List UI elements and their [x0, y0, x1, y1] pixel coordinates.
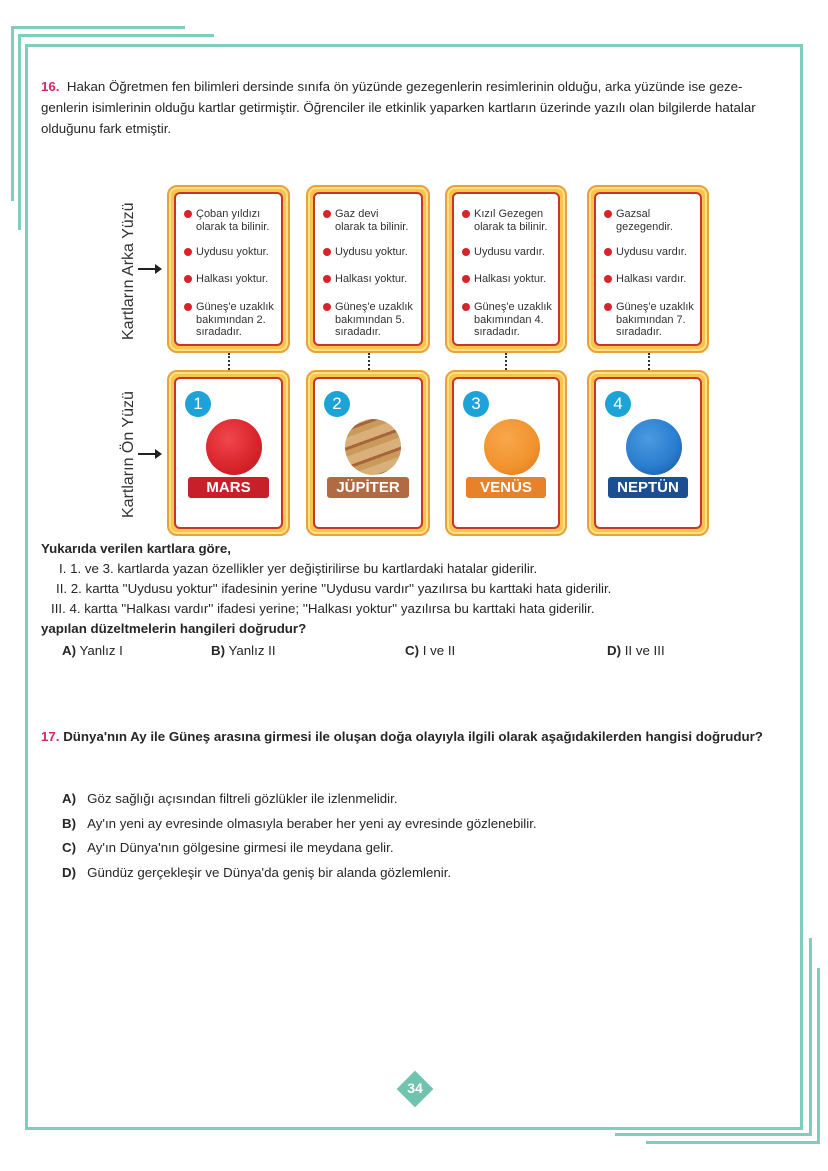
bullet-icon: [462, 303, 470, 311]
card-front-1: [167, 370, 290, 536]
bullet-icon: [323, 248, 331, 256]
bullet-icon: [462, 275, 470, 283]
card-number-badge: 2: [324, 391, 350, 417]
statement-3: III. 4. kartta ''Halkası vardır'' ifadesi yerine; ''Halkası yoktur'' yazılırsa bu karttaki hata giderilir.: [51, 601, 595, 616]
q17-stem: [41, 726, 811, 747]
statement-2: II. 2. kartta ''Uydusu yoktur'' ifadesinin yerine ''Uydusu vardır'' yazılırsa bu karttaki hata giderilir.: [56, 581, 612, 596]
card-number-badge: 4: [605, 391, 631, 417]
planet-name-label: JÜPİTER: [327, 477, 409, 498]
bullet-icon: [323, 275, 331, 283]
back-side-label: Kartların Arka Yüzü: [120, 202, 137, 340]
q17-option-a[interactable]: A) Göz sağlığı açısından filtreli gözlükler ile izlenmelidir.: [62, 791, 398, 806]
card-front-2: [306, 370, 430, 536]
card-fact: Gaz devi olarak ta bilinir.: [323, 208, 408, 233]
card-back-4: [587, 185, 709, 353]
card-fact: Uydusu vardır.: [462, 246, 545, 259]
arrow-right-icon: [138, 268, 160, 270]
card-number-badge: 1: [185, 391, 211, 417]
bullet-icon: [462, 210, 470, 218]
q16-question: yapılan düzeltmelerin hangileri doğrudur?: [41, 621, 307, 636]
card-fact: Halkası yoktur.: [184, 273, 268, 286]
q16-lead-in: Yukarıda verilen kartlara göre,: [41, 541, 231, 556]
frame-line: [646, 1141, 820, 1144]
bullet-icon: [604, 210, 612, 218]
q16-option-a[interactable]: A) Yanlız I: [62, 643, 123, 658]
q16-number: 16.: [41, 79, 60, 94]
arrow-right-icon: [138, 453, 160, 455]
planet-name-label: MARS: [188, 477, 269, 498]
card-fact: Uydusu yoktur.: [184, 246, 269, 259]
venus-planet-icon: [484, 419, 540, 475]
card-fact: Uydusu yoktur.: [323, 246, 408, 259]
frame-line: [615, 1133, 812, 1136]
q16-option-c[interactable]: C) I ve II: [405, 643, 456, 658]
card-back-2: [306, 185, 430, 353]
bullet-icon: [323, 210, 331, 218]
frame-line: [809, 938, 812, 1136]
bullet-icon: [462, 248, 470, 256]
frame-line: [11, 26, 14, 201]
card-back-1: [167, 185, 290, 353]
bullet-icon: [184, 210, 192, 218]
card-fact: Uydusu vardır.: [604, 246, 687, 259]
q17-option-d[interactable]: D) Gündüz gerçekleşir ve Dünya'da geniş bir alanda gözlemlenir.: [62, 865, 452, 880]
card-fact: Kızıl Gezegen olarak ta bilinir.: [462, 208, 547, 233]
q16-stem: [41, 76, 801, 139]
card-fact: Güneş'e uzaklık bakımından 5. sıradadır.: [323, 301, 413, 339]
statement-1: I. 1. ve 3. kartlarda yazan özellikler yer değiştirilirse bu kartlardaki hatalar giderilir.: [59, 561, 538, 576]
bullet-icon: [184, 248, 192, 256]
frame-line: [11, 26, 185, 29]
card-fact: Halkası yoktur.: [323, 273, 407, 286]
frame-line: [18, 34, 21, 230]
card-connector: [368, 353, 370, 370]
card-fact: Güneş'e uzaklık bakımından 2. sıradadır.: [184, 301, 274, 339]
q16-stem-line: olduğunu fark etmiştir.: [41, 121, 172, 136]
card-fact: Güneş'e uzaklık bakımından 7. sıradadır.: [604, 301, 694, 339]
neptune-planet-icon: [626, 419, 682, 475]
frame-line: [18, 34, 214, 37]
card-front-4: [587, 370, 709, 536]
card-connector: [505, 353, 507, 370]
card-fact: Gazsal gezegendir.: [604, 208, 673, 233]
page-number: 34: [407, 1080, 423, 1096]
q16-option-d[interactable]: D) II ve III: [607, 643, 665, 658]
q16-stem-line: genlerin isimlerinin olduğu kartlar getirmiştir. Öğrenciler ile etkinlik yaparken kartların üzerinde yazılı olan bilgilerde hatalar: [41, 100, 756, 115]
bullet-icon: [323, 303, 331, 311]
bullet-icon: [184, 303, 192, 311]
bullet-icon: [604, 248, 612, 256]
card-fact: Çoban yıldızı olarak ta bilinir.: [184, 208, 269, 233]
q16-stem-line: Hakan Öğretmen fen bilimleri dersinde sınıfa ön yüzünde gezegenlerin resimlerinin olduğu, arka yüzünde ise geze-: [66, 79, 743, 94]
card-number-badge: 3: [463, 391, 489, 417]
bullet-icon: [184, 275, 192, 283]
card-connector: [648, 353, 650, 370]
q17-option-b[interactable]: B) Ay'ın yeni ay evresinde olmasıyla beraber her yeni ay evresinde gözlenebilir.: [62, 816, 537, 831]
bullet-icon: [604, 275, 612, 283]
frame-line: [25, 1127, 803, 1130]
planet-name-label: NEPTÜN: [608, 477, 688, 498]
bullet-icon: [604, 303, 612, 311]
frame-line: [817, 968, 820, 1144]
frame-line: [25, 44, 28, 1130]
front-side-label: Kartların Ön Yüzü: [120, 391, 137, 518]
frame-line: [25, 44, 803, 47]
card-back-3: [445, 185, 567, 353]
card-fact: Halkası vardır.: [604, 273, 686, 286]
q16-option-b[interactable]: B) Yanlız II: [211, 643, 276, 658]
q17-stem-text: Dünya'nın Ay ile Güneş arasına girmesi ile oluşan doğa olayıyla ilgili olarak aşağıdakilerden hangisi doğrudur?: [63, 729, 763, 744]
frame-line: [800, 44, 803, 1130]
planet-name-label: VENÜS: [466, 477, 546, 498]
card-fact: Güneş'e uzaklık bakımından 4. sıradadır.: [462, 301, 552, 339]
jupiter-planet-icon: [345, 419, 401, 475]
card-fact: Halkası yoktur.: [462, 273, 546, 286]
mars-planet-icon: [206, 419, 262, 475]
card-front-3: [445, 370, 567, 536]
q17-number: 17.: [41, 729, 60, 744]
card-connector: [228, 353, 230, 370]
q17-option-c[interactable]: C) Ay'ın Dünya'nın gölgesine girmesi ile meydana gelir.: [62, 840, 394, 855]
